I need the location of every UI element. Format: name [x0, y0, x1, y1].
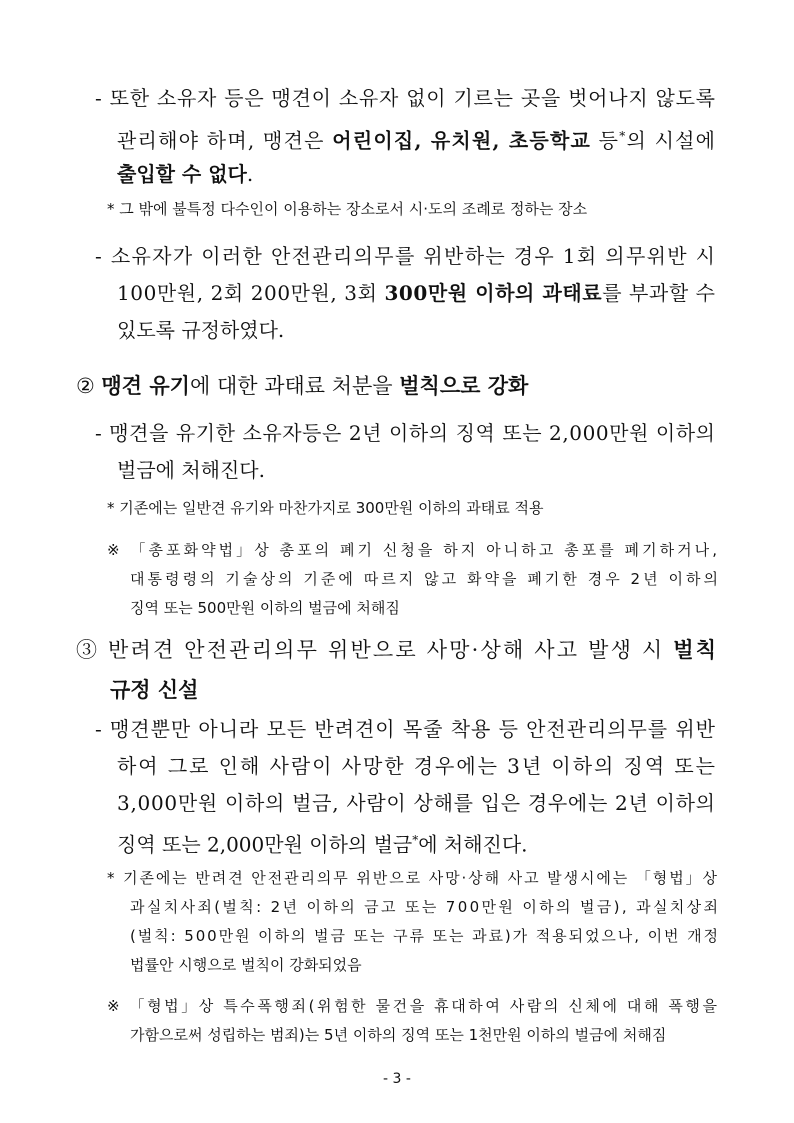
bold-text: 300만원 이하의 과태료 [384, 281, 603, 305]
text-run: - 맹견을 유기한 소유자등은 2년 이하의 징역 또는 2,000만원 이하의 [95, 421, 716, 445]
text-run: - 맹견뿐만 아니라 모든 반려견이 목줄 착용 등 안전관리의무를 위반 [95, 717, 716, 741]
footnote-marker: * [412, 833, 419, 847]
body-line [117, 458, 265, 482]
text-run: 징역 또는 2,000만원 이하의 벌금 [117, 832, 413, 857]
text-run: - 소유자가 이러한 안전관리의무를 위반하는 경우 1회 의무위반 시 [95, 244, 717, 268]
text-run: * 기존에는 반려견 안전관리의무 위반으로 사망·상해 사고 발생시에는 「형법」상 [107, 869, 719, 887]
note-line [107, 868, 719, 888]
text-run: 가함으로써 성립하는 범죄)는 5년 이하의 징역 또는 1천만원 이하의 벌금에 처해짐 [130, 1026, 667, 1044]
text-run: (벌칙: 500만원 이하의 벌금 또는 구류 또는 과료)가 적용되었으나, 이번 개정 [130, 927, 720, 945]
body-line [117, 318, 284, 342]
bold-text: 맹견 유기 [101, 373, 190, 398]
head-line [110, 677, 198, 703]
text-run: 등 [591, 128, 620, 153]
body-line [117, 124, 716, 153]
body-line [117, 791, 716, 815]
note-line [107, 540, 720, 560]
text-run: * 기존에는 일반견 유기와 마찬가지로 300만원 이하의 과태료 적용 [107, 499, 544, 517]
text-run: 3,000만원 이하의 벌금, 사람이 상해를 입은 경우에는 2년 이하의 [117, 791, 716, 815]
bold-text: 벌칙으로 강화 [399, 373, 529, 398]
text-run: 에 처해진다. [418, 832, 528, 857]
text-run: 하여 그로 인해 사람이 사망한 경우에는 3년 이하의 징역 또는 [117, 754, 717, 778]
bold-text: 출입할 수 없다 [117, 162, 247, 186]
note-line [130, 926, 720, 946]
body-line [95, 244, 716, 268]
body-line [95, 86, 716, 110]
text-run: 있도록 규정하였다. [117, 318, 285, 342]
bold-text: 규정 신설 [110, 677, 199, 702]
note-line [130, 1025, 666, 1045]
text-run: 에 대한 과태료 처분을 [189, 374, 400, 398]
text-run: ② [76, 374, 102, 398]
text-run: 과실치사죄(벌칙: 2년 이하의 금고 또는 700만원 이하의 벌금), 과실치상죄 [130, 898, 721, 916]
text-run: 법률안 시행으로 벌칙이 강화되었음 [130, 956, 362, 974]
footnote-marker: * [619, 129, 627, 143]
text-run: 대통령령의 기술상의 기준에 따르지 않고 화약을 폐기한 경우 2년 이하의 [130, 570, 722, 588]
head-line [76, 373, 528, 399]
note-line [107, 199, 587, 219]
body-line [117, 281, 716, 305]
text-run: . [246, 162, 254, 186]
text-run: ③ 반려견 안전관리의무 위반으로 사망·상해 사고 발생 시 [76, 638, 674, 662]
body-line [117, 828, 528, 857]
text-run: 관리해야 하며, 맹견은 [117, 128, 333, 153]
note-line [107, 996, 720, 1016]
text-run: - 또한 소유자 등은 맹견이 소유자 없이 기르는 곳을 벗어나지 않도록 [95, 86, 716, 110]
text-run: ※ 「형법」상 특수폭행죄(위험한 물건을 휴대하여 사람의 신체에 대해 폭행을 [107, 997, 720, 1015]
text-run: 100만원, 2회 200만원, 3회 [117, 281, 385, 305]
body-line [117, 162, 253, 186]
bold-text: 어린이집, 유치원, 초등학교 [332, 128, 592, 153]
note-line [130, 569, 721, 589]
head-line [76, 637, 718, 663]
text-run: 의 시설에 [626, 128, 717, 153]
body-line [95, 421, 716, 445]
text-run: * 그 밖에 불특정 다수인이 이용하는 장소로서 시·도의 조례로 정하는 장소 [107, 200, 588, 218]
bold-text: 벌칙 [673, 637, 719, 662]
page-number: - 3 - [383, 1071, 411, 1087]
text-run: 벌금에 처해진다. [117, 458, 265, 482]
text-run: 를 부과할 수 [602, 281, 716, 305]
body-line [117, 754, 717, 778]
text-run: 징역 또는 500만원 이하의 벌금에 처해짐 [130, 599, 400, 617]
text-run: ※ 「총포화약법」상 총포의 폐기 신청을 하지 아니하고 총포를 폐기하거나, [107, 541, 721, 559]
note-line [107, 498, 544, 518]
note-line [130, 955, 362, 975]
body-line [95, 717, 716, 741]
note-line [130, 897, 720, 917]
note-line [130, 598, 400, 618]
